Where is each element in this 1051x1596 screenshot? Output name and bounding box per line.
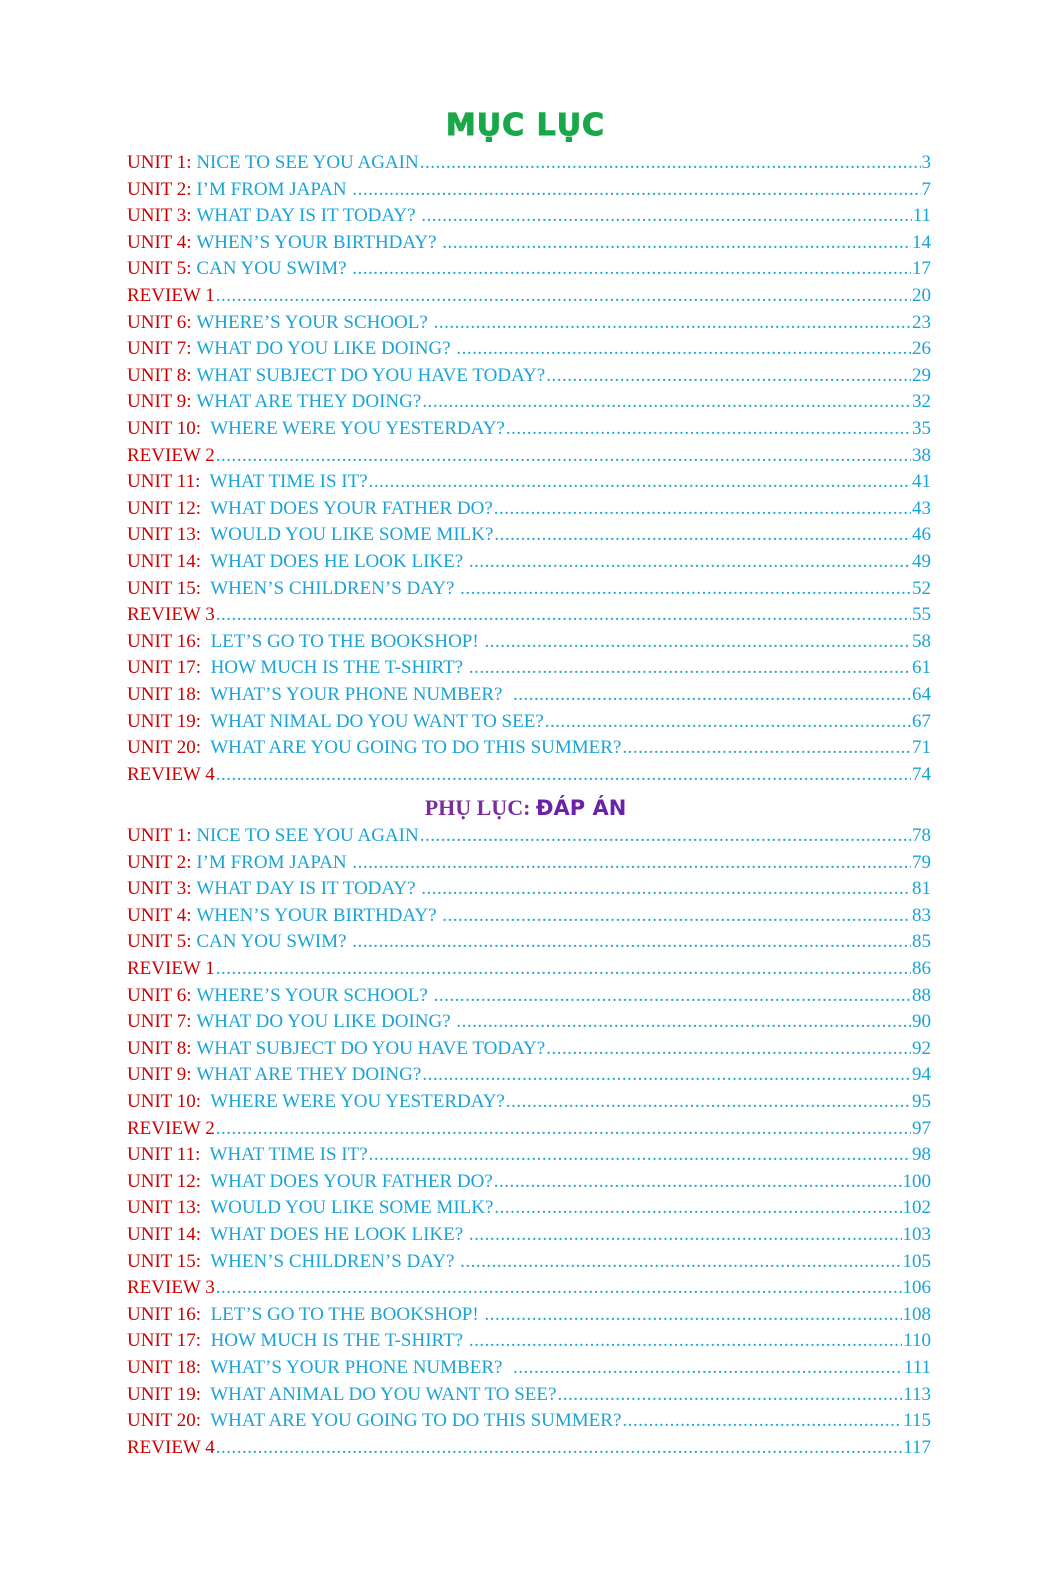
dot-leader — [546, 363, 911, 389]
toc-entry-title: NICE TO SEE YOU AGAIN — [196, 825, 419, 846]
toc-entry-label: UNIT 12: — [127, 498, 206, 519]
toc-entry[interactable] — [127, 1328, 931, 1354]
toc-entry-title: WHAT ARE THEY DOING? — [196, 391, 422, 412]
toc-entry-page-number: 97 — [912, 1118, 931, 1139]
toc-entry-page-number: 98 — [912, 1144, 931, 1165]
toc-entry-page-number: 79 — [912, 852, 931, 873]
toc-entry-page-number: 103 — [902, 1224, 931, 1245]
toc-entry[interactable] — [127, 1355, 931, 1381]
toc-entry-label: UNIT 9: — [127, 391, 197, 412]
appendix-prefix: PHỤ LỤC: — [424, 795, 536, 820]
toc-entry-title: WHAT DAY IS IT TODAY? — [196, 878, 421, 899]
toc-entry-label: REVIEW 2 — [127, 1118, 215, 1139]
toc-entry-title: WHAT’S YOUR PHONE NUMBER? — [205, 684, 512, 705]
dot-leader — [216, 443, 911, 469]
dot-leader — [506, 1089, 911, 1115]
toc-entry-label: REVIEW 1 — [127, 285, 215, 306]
dot-leader — [216, 1435, 902, 1461]
toc-entry-label: UNIT 12: — [127, 1171, 206, 1192]
toc-entry-label: UNIT 14: — [127, 551, 206, 572]
toc-entry-page-number: 85 — [912, 931, 931, 952]
toc-entry-title: WHAT DO YOU LIKE DOING? — [196, 1011, 456, 1032]
toc-entry-label: UNIT 15: — [127, 1251, 206, 1272]
toc-entry-title: WHAT’S YOUR PHONE NUMBER? — [205, 1357, 512, 1378]
toc-entry-label: UNIT 10: — [127, 1091, 206, 1112]
toc-entry-title: LET’S GO TO THE BOOKSHOP! — [205, 1304, 484, 1325]
dot-leader — [513, 1355, 903, 1381]
toc-entry-title: LET’S GO TO THE BOOKSHOP! — [205, 631, 484, 652]
toc-entry-page-number: 117 — [903, 1437, 931, 1458]
toc-entry-title: WHAT SUBJECT DO YOU HAVE TODAY? — [196, 1038, 546, 1059]
toc-entry-label: UNIT 15: — [127, 578, 206, 599]
toc-entry-page-number: 29 — [912, 365, 931, 386]
toc-entry-title: CAN YOU SWIM? — [196, 931, 352, 952]
toc-entry-page-number: 105 — [902, 1251, 931, 1272]
toc-entry-title: WHAT DOES YOUR FATHER DO? — [205, 498, 493, 519]
toc-entry-page-number: 58 — [912, 631, 931, 652]
toc-entry[interactable] — [127, 1142, 931, 1168]
toc-entry-page-number: 81 — [912, 878, 931, 899]
toc-entry[interactable] — [127, 1435, 931, 1461]
dot-leader — [422, 1062, 911, 1088]
toc-entry-page-number: 94 — [912, 1064, 931, 1085]
appendix-heading — [0, 791, 1051, 825]
toc-entry[interactable] — [127, 177, 931, 203]
dot-leader — [545, 709, 911, 735]
dot-leader — [352, 256, 911, 282]
toc-entry[interactable] — [127, 443, 931, 469]
toc-entry-page-number: 71 — [912, 737, 931, 758]
toc-entry-page-number: 35 — [912, 418, 931, 439]
toc-entry[interactable] — [127, 1009, 931, 1035]
dot-leader — [216, 283, 911, 309]
toc-entry-label: UNIT 13: — [127, 524, 206, 545]
toc-entry-label: REVIEW 1 — [127, 958, 215, 979]
toc-entry[interactable] — [127, 1089, 931, 1115]
toc-entry-label: UNIT 7: — [127, 338, 197, 359]
dot-leader — [622, 735, 911, 761]
toc-entry-title: WOULD YOU LIKE SOME MILK? — [205, 1197, 494, 1218]
page-title: MỤC LỤC — [445, 108, 606, 143]
toc-entry[interactable] — [127, 522, 931, 548]
toc-entry-label: UNIT 3: — [127, 878, 197, 899]
dot-leader — [369, 1142, 911, 1168]
toc-entry-title: WHAT TIME IS IT? — [205, 471, 368, 492]
toc-entry-label: UNIT 5: — [127, 931, 197, 952]
dot-leader — [216, 1275, 902, 1301]
toc-entry[interactable] — [127, 549, 931, 575]
toc-entry-title: I’M FROM JAPAN — [196, 179, 352, 200]
dot-leader — [456, 1009, 911, 1035]
dot-leader — [352, 177, 920, 203]
dot-leader — [352, 929, 911, 955]
dot-leader — [434, 310, 911, 336]
dot-leader — [506, 416, 911, 442]
toc-entry-page-number: 64 — [912, 684, 931, 705]
toc-entry-page-number: 102 — [902, 1197, 931, 1218]
toc-entry-title: CAN YOU SWIM? — [196, 258, 352, 279]
toc-entry-page-number: 74 — [912, 764, 931, 785]
toc-entry-label: UNIT 4: — [127, 905, 197, 926]
dot-leader — [456, 336, 911, 362]
toc-entry-page-number: 3 — [921, 152, 931, 173]
toc-entry-label: UNIT 6: — [127, 985, 197, 1006]
toc-entry-label: UNIT 16: — [127, 631, 206, 652]
toc-entry-label: UNIT 20: — [127, 737, 206, 758]
dot-leader — [369, 469, 911, 495]
dot-leader — [442, 903, 911, 929]
toc-entry[interactable] — [127, 983, 931, 1009]
toc-entry-title: WHAT ANIMAL DO YOU WANT TO SEE? — [205, 1384, 557, 1405]
toc-entry-label: UNIT 7: — [127, 1011, 197, 1032]
toc-entry[interactable] — [127, 629, 931, 655]
dot-leader — [469, 549, 911, 575]
toc-entry-page-number: 43 — [912, 498, 931, 519]
toc-entry-title: WHERE WERE YOU YESTERDAY? — [205, 1091, 505, 1112]
toc-entry-title: WHEN’S YOUR BIRTHDAY? — [196, 905, 442, 926]
toc-entry[interactable] — [127, 850, 931, 876]
toc-entry[interactable] — [127, 576, 931, 602]
toc-entry[interactable] — [127, 956, 931, 982]
toc-entry[interactable] — [127, 1249, 931, 1275]
dot-leader — [494, 522, 911, 548]
toc-entry[interactable] — [127, 823, 931, 849]
toc-entry-page-number: 83 — [912, 905, 931, 926]
dot-leader — [494, 496, 911, 522]
toc-entry[interactable] — [127, 1302, 931, 1328]
toc-entry-label: UNIT 9: — [127, 1064, 197, 1085]
toc-entry-label: UNIT 8: — [127, 365, 197, 386]
toc-entry-label: REVIEW 2 — [127, 445, 215, 466]
toc-entry[interactable] — [127, 1275, 931, 1301]
toc-entry-label: UNIT 19: — [127, 1384, 206, 1405]
toc-entry-label: UNIT 17: — [127, 1330, 206, 1351]
dot-leader — [352, 850, 911, 876]
toc-entry-title: HOW MUCH IS THE T-SHIRT? — [205, 657, 468, 678]
toc-entry[interactable] — [127, 469, 931, 495]
toc-entry-title: WHEN’S YOUR BIRTHDAY? — [196, 232, 442, 253]
toc-entry-page-number: 11 — [912, 205, 931, 226]
toc-entry-label: UNIT 18: — [127, 684, 206, 705]
toc-entry-label: REVIEW 3 — [127, 1277, 215, 1298]
toc-entry-label: UNIT 10: — [127, 418, 206, 439]
toc-entry-title: WHERE’S YOUR SCHOOL? — [196, 985, 433, 1006]
toc-entry-label: UNIT 14: — [127, 1224, 206, 1245]
toc-entry[interactable] — [127, 876, 931, 902]
toc-entry[interactable] — [127, 416, 931, 442]
toc-entry[interactable] — [127, 1062, 931, 1088]
toc-entry-label: REVIEW 4 — [127, 1437, 215, 1458]
toc-entry[interactable] — [127, 1116, 931, 1142]
toc-entry-page-number: 7 — [921, 179, 931, 200]
toc-entry-title: WHAT ARE YOU GOING TO DO THIS SUMMER? — [205, 1410, 622, 1431]
toc-entry-title: NICE TO SEE YOU AGAIN — [196, 152, 419, 173]
toc-entry-label: UNIT 11: — [127, 1144, 206, 1165]
toc-entry-title: WOULD YOU LIKE SOME MILK? — [205, 524, 494, 545]
toc-entry[interactable] — [127, 203, 931, 229]
toc-entry[interactable] — [127, 709, 931, 735]
dot-leader — [622, 1408, 902, 1434]
dot-leader — [216, 956, 911, 982]
toc-entry[interactable] — [127, 655, 931, 681]
toc-entry-page-number: 108 — [902, 1304, 931, 1325]
toc-entry[interactable] — [127, 496, 931, 522]
toc-entry-label: UNIT 2: — [127, 852, 197, 873]
dot-leader — [434, 983, 911, 1009]
toc-entry-title: WHAT DOES HE LOOK LIKE? — [205, 1224, 468, 1245]
toc-entry-label: REVIEW 3 — [127, 604, 215, 625]
toc-entry-title: WHAT DAY IS IT TODAY? — [196, 205, 421, 226]
toc-entry-page-number: 20 — [912, 285, 931, 306]
dot-leader — [469, 1222, 902, 1248]
toc-entry-title: WHERE’S YOUR SCHOOL? — [196, 312, 433, 333]
toc-entry-label: UNIT 11: — [127, 471, 206, 492]
toc-entry-page-number: 14 — [912, 232, 931, 253]
toc-entry-label: UNIT 18: — [127, 1357, 206, 1378]
toc-entry-page-number: 88 — [912, 985, 931, 1006]
toc-entry[interactable] — [127, 762, 931, 788]
dot-leader — [420, 150, 921, 176]
toc-entry-page-number: 61 — [912, 657, 931, 678]
toc-entry-title: WHAT DOES YOUR FATHER DO? — [205, 1171, 493, 1192]
dot-leader — [469, 655, 911, 681]
toc-entry[interactable] — [127, 1382, 931, 1408]
toc-entry-label: UNIT 1: — [127, 152, 197, 173]
toc-entry[interactable] — [127, 1195, 931, 1221]
toc-entry-page-number: 49 — [912, 551, 931, 572]
dot-leader — [460, 1249, 901, 1275]
toc-entry-label: UNIT 2: — [127, 179, 197, 200]
toc-entry-page-number: 90 — [912, 1011, 931, 1032]
dot-leader — [460, 576, 911, 602]
toc-entry-title: WHAT TIME IS IT? — [205, 1144, 368, 1165]
toc-entry-label: UNIT 19: — [127, 711, 206, 732]
toc-entry-label: UNIT 4: — [127, 232, 197, 253]
toc-entry-page-number: 115 — [903, 1410, 931, 1431]
toc-entry-title: WHAT NIMAL DO YOU WANT TO SEE? — [205, 711, 544, 732]
toc-entry-title: I’M FROM JAPAN — [196, 852, 352, 873]
toc-entry-page-number: 100 — [902, 1171, 931, 1192]
toc-entry-page-number: 23 — [912, 312, 931, 333]
dot-leader — [484, 629, 911, 655]
toc-entry-page-number: 95 — [912, 1091, 931, 1112]
dot-leader — [421, 876, 911, 902]
toc-entry-title: WHEN’S CHILDREN’S DAY? — [205, 578, 460, 599]
dot-leader — [216, 762, 911, 788]
dot-leader — [484, 1302, 901, 1328]
toc-entry-page-number: 113 — [903, 1384, 931, 1405]
toc-entry-page-number: 92 — [912, 1038, 931, 1059]
toc-entry[interactable] — [127, 389, 931, 415]
dot-leader — [420, 823, 911, 849]
toc-entry[interactable] — [127, 283, 931, 309]
toc-entry-title: WHEN’S CHILDREN’S DAY? — [205, 1251, 460, 1272]
toc-entry-page-number: 17 — [912, 258, 931, 279]
dot-leader — [216, 602, 911, 628]
toc-entry[interactable] — [127, 1036, 931, 1062]
toc-entry[interactable] — [127, 682, 931, 708]
toc-entry[interactable] — [127, 310, 931, 336]
toc-entry-title: HOW MUCH IS THE T-SHIRT? — [205, 1330, 468, 1351]
toc-entry-page-number: 86 — [912, 958, 931, 979]
toc-entry[interactable] — [127, 150, 931, 176]
toc-entry-label: UNIT 20: — [127, 1410, 206, 1431]
toc-entry[interactable] — [127, 363, 931, 389]
toc-entry-page-number: 67 — [912, 711, 931, 732]
toc-entry-label: UNIT 5: — [127, 258, 197, 279]
dot-leader — [513, 682, 911, 708]
toc-entry-page-number: 55 — [912, 604, 931, 625]
toc-entry-title: WHERE WERE YOU YESTERDAY? — [205, 418, 505, 439]
toc-entry[interactable] — [127, 903, 931, 929]
toc-entry-label: UNIT 1: — [127, 825, 197, 846]
dot-leader — [546, 1036, 911, 1062]
dot-leader — [422, 389, 911, 415]
dot-leader — [494, 1169, 902, 1195]
toc-entry-label: UNIT 3: — [127, 205, 197, 226]
toc-entry[interactable] — [127, 735, 931, 761]
toc-entry-label: UNIT 16: — [127, 1304, 206, 1325]
dot-leader — [216, 1116, 911, 1142]
toc-entry[interactable] — [127, 1408, 931, 1434]
toc-entry-page-number: 32 — [912, 391, 931, 412]
toc-entry[interactable] — [127, 256, 931, 282]
toc-entry-page-number: 110 — [903, 1330, 931, 1351]
toc-entry-page-number: 78 — [912, 825, 931, 846]
toc-entry-label: UNIT 8: — [127, 1038, 197, 1059]
toc-entry-page-number: 26 — [912, 338, 931, 359]
toc-entry[interactable] — [127, 1169, 931, 1195]
toc-entry-page-number: 106 — [902, 1277, 931, 1298]
toc-entry-page-number: 111 — [903, 1357, 931, 1378]
toc-entry[interactable] — [127, 602, 931, 628]
toc-entry[interactable] — [127, 230, 931, 256]
dot-leader — [469, 1328, 902, 1354]
dot-leader — [421, 203, 911, 229]
toc-entry[interactable] — [127, 929, 931, 955]
toc-entry-title: WHAT DO YOU LIKE DOING? — [196, 338, 456, 359]
toc-entry-label: REVIEW 4 — [127, 764, 215, 785]
toc-entry-page-number: 46 — [912, 524, 931, 545]
toc-entry[interactable] — [127, 1222, 931, 1248]
toc-entry-page-number: 41 — [912, 471, 931, 492]
dot-leader — [442, 230, 911, 256]
toc-entry-title: WHAT DOES HE LOOK LIKE? — [205, 551, 468, 572]
toc-entry[interactable] — [127, 336, 931, 362]
toc-entry-title: WHAT ARE THEY DOING? — [196, 1064, 422, 1085]
dot-leader — [557, 1382, 902, 1408]
toc-entry-title: WHAT SUBJECT DO YOU HAVE TODAY? — [196, 365, 546, 386]
toc-entry-page-number: 52 — [912, 578, 931, 599]
toc-entry-label: UNIT 13: — [127, 1197, 206, 1218]
toc-entry-page-number: 38 — [912, 445, 931, 466]
toc-entry-label: UNIT 17: — [127, 657, 206, 678]
appendix-suffix: ĐÁP ÁN — [535, 796, 627, 820]
toc-entry-title: WHAT ARE YOU GOING TO DO THIS SUMMER? — [205, 737, 622, 758]
dot-leader — [494, 1195, 901, 1221]
toc-entry-label: UNIT 6: — [127, 312, 197, 333]
